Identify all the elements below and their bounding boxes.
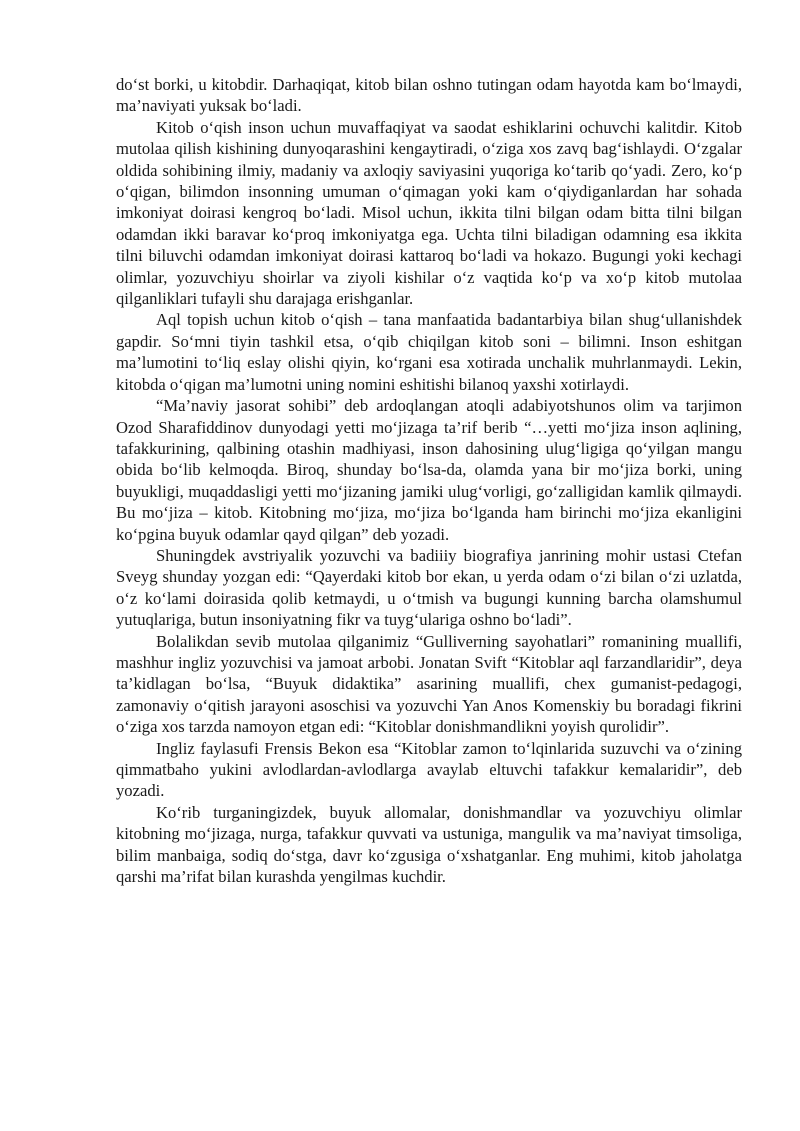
paragraph-conclusion: Ko‘rib turganingizdek, buyuk allomalar, donishmandlar va yozuvchiyu olimlar kitobning mo‘jizaga, nurga, tafakkur quvvati va ustuniga, mangulik va ma’naviyat timsoliga, bilim manbaiga, sodiq do‘stga, davr ko‘zgusiga o‘xshatganlar. Eng muhimi, kitob jaholatga qarshi ma’rifat bilan kurashda yengilmas kuchdir. [116, 802, 742, 887]
paragraph-zweig-quote: Shuningdek avstriyalik yozuvchi va badiiiy biografiya janrining mohir ustasi Ctefan Sveyg shunday yozgan edi: “Qayerdaki kitob bor ekan, u yerda odam o‘zi bilan o‘zi uzlatda, o‘z ko‘lami doirasida qolib ketmaydi, u o‘tmish va bugungi kunning barcha olamshumul yutuqlariga, butun insoniyatning fikr va tuyg‘ulariga oshno bo‘ladi”. [116, 545, 742, 630]
paragraph-bacon-quote: Ingliz faylasufi Frensis Bekon esa “Kitoblar zamon to‘lqinlarida suzuvchi va o‘zining qimmatbaho yukini avlodlardan-avlodlarga avaylab eltuvchi tafakkur kemalaridir”, deb yozadi. [116, 738, 742, 801]
paragraph-mind-training: Aql topish uchun kitob o‘qish – tana manfaatida badantarbiya bilan shug‘ullanishdek gapdir. So‘mni tiyin tashkil etsa, o‘qib chiqilgan kitob soni – bilimni. Inson eshitgan ma’lumotini to‘liq eslay olishi qiyin, ko‘rgani esa xotirada unchalik muhrlanmaydi. Lekin, kitobda o‘qigan ma’lumotni uning nomini eshitishi bilanoq yaxshi xotirlaydi. [116, 310, 742, 394]
paragraph-swift-comenius: Bolalikdan sevib mutolaa qilganimiz “Gulliverning sayohatlari” romanining muallifi, mashhur ingliz yozuvchisi va jamoat arbobi. Jonatan Svift “Kitoblar aql farzandlaridir”, deya ta’kidlagan bo‘lsa, “Buyuk didaktika” asarining muallifi, chex gumanist-pedagogi, zamonaviy o‘qitish jarayoni asoschisi va yozuvchi Yan Anos Komenskiy bu boradagi fikrini o‘ziga xos tarzda namoyon etgan edi: “Kitoblar donishmandlikni yoyish qurolidir”. [116, 631, 742, 737]
paragraph-continuation: do‘st borki, u kitobdir. Darhaqiqat, kitob bilan oshno tutingan odam hayotda kam bo‘lmaydi, ma’naviyati yuksak bo‘ladi. [116, 75, 742, 116]
paragraph-sharafiddinov-quote: “Ma’naviy jasorat sohibi” deb ardoqlangan atoqli adabiyotshunos olim va tarjimon Ozod Sharafiddinov dunyodagi yetti mo‘jizaga ta’rif berib “…yetti mo‘jiza inson aqlining, tafakkurining, qalbining otashin madhiyasi, inson dahosining ulug‘ligiga qo‘yilgan mangu obida bo‘lib kelmoqda. Biroq, shunday bo‘lsa-da, olamda yana bir mo‘jiza borki, uning buyukligi, muqaddasligi yetti mo‘jizaning jamiki ulug‘vorligi, go‘zalligidan kamlik qilmaydi. Bu mo‘jiza – kitob. Kitobning mo‘jiza, mo‘jiza bo‘lganda ham birinchi mo‘jiza ekanligini ko‘pgina buyuk odamlar qayd qilgan” deb yozadi. [116, 396, 742, 544]
document-body [116, 74, 742, 887]
paragraph-reading-key: Kitob o‘qish inson uchun muvaffaqiyat va saodat eshiklarini ochuvchi kalitdir. Kitob mutolaa qilish kishining dunyoqarashini kengaytiradi, o‘ziga xos zavq bag‘ishlaydi. O‘zgalar oldida sohibining ilmiy, madaniy va axloqiy saviyasini yuqoriga ko‘tarib qo‘yadi. Zero, ko‘p o‘qigan, bilimdon insonning umuman o‘qimagan yoki kam o‘qiydiganlardan har sohada imkoniyat doirasi kengroq bo‘ladi. Misol uchun, ikkita tilni bilgan odam bitta tilni bilgan odamdan ikki baravar ko‘proq imkoniyatga ega. Uchta tilni biladigan odamning esa ikkita tilni biluvchi odamdan imkoniyat doirasi kattaroq bo‘ladi va hokazo. Bugungi yoki kechagi olimlar, yozuvchiyu shoirlar va ziyoli kishilar o‘z vaqtida ko‘p va xo‘p kitob mutolaa qilganliklari tufayli shu darajaga erishganlar. [116, 117, 742, 309]
